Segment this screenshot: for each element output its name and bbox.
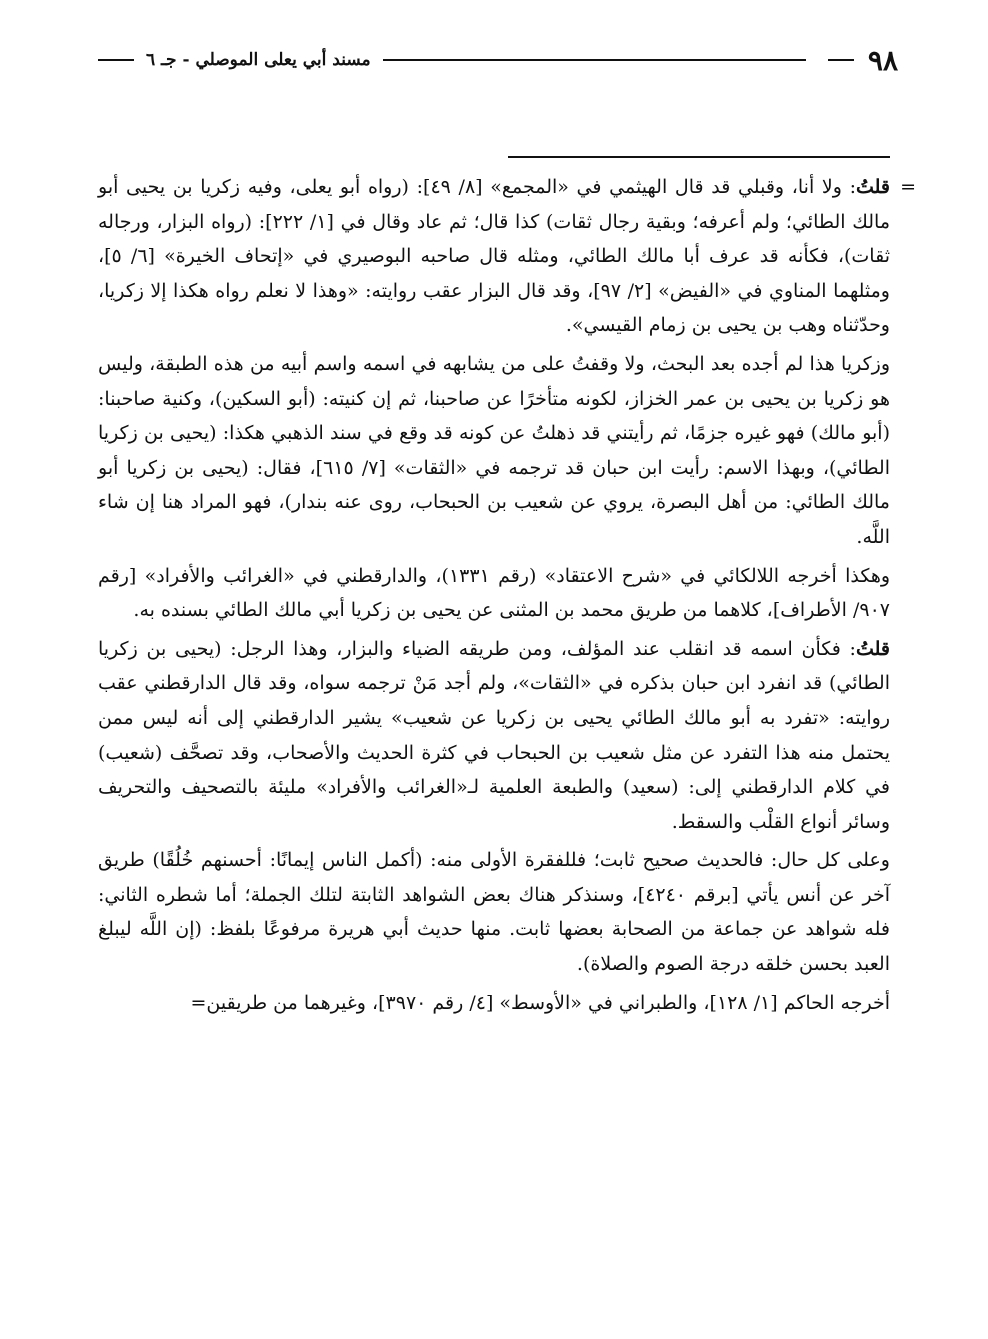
paragraph-text: : ولا أنا، وقبلي قد قال الهيثمي في «المجمع» [٨/ ٤٩]: (رواه أبو يعلى، وفيه زكريا بن يحيى أبو مالك الطائي؛ ولم أعرفه؛ وبقية رجال ثقات) كذا قال؛ ثم عاد وقال في [١/ ٢٢٢]: (رواه البزار، ورجاله ثقات)، فكأنه قد عرف أبا مالك الطائي، ومثله قال صاحبه البوصيري في «إتحاف الخيرة» [٦/ ٥]، ومثلهما المناوي في «الفيض» [٢/ ٩٧]، وقد قال البزار عقب روايته: «وهذا لا نعلم رواه هكذا إلا زكريا، وحدّثناه وهب بن يحيى بن زمام القيسي». <box>98 176 890 337</box>
paragraph-lead: قلتُ <box>855 176 891 198</box>
running-title: مسند أبي يعلى الموصلي - جـ ٦ <box>146 50 371 70</box>
page-number: ٩٨ <box>867 43 898 77</box>
footnote-paragraph-3 <box>98 559 890 628</box>
footnote-paragraph-5 <box>98 843 890 981</box>
footnote-separator <box>508 156 890 158</box>
paragraph-text: وزكريا هذا لم أجده بعد البحث، ولا وقفتُ على من يشابهه في اسمه واسم أبيه من هذه الطبقة، وليس هو زكريا بن يحيى بن عمر الخزاز، لكونه متأخرًا عن صاحبنا، ثم إن كنيته: (أبو السكين)، وكنية صاحبنا: (أبو مالك) فهو غيره جزمًا، ثم رأيتني قد ذهلتُ عن كونه قد وقع في سند الذهبي هكذا: (يحيى بن زكريا الطائي)، وبهذا الاسم: رأيت ابن حبان قد ترجمه في «الثقات» [٧/ ٦١٥]، فقال: (يحيى بن زكريا أبو مالك الطائي: من أهل البصرة، يروي عن شعيب بن الحبحاب، روى عنه بندار)، فهو المراد هنا إن شاء اللَّه. <box>98 352 891 548</box>
header-dash-end <box>98 59 134 61</box>
footnote-body <box>98 170 916 1024</box>
footnote-paragraph-1 <box>98 170 916 343</box>
paragraph-text: : فكأن اسمه قد انقلب عند المؤلف، ومن طريقه الضياء والبزار، وهذا الرجل: (يحيى بن زكريا الطائي) قد انفرد ابن حبان بذكره في «الثقات»، ولم أجد مَنْ ترجمه سواه، وقد قال الدارقطني عقب روايته: «تفرد به أبو مالك الطائي يحيى بن زكريا عن شعيب» يشير الدارقطني إلى أنه ليس ممن يحتمل منه هذا التفرد عن مثل شعيب بن الحبحاب في كثرة الحديث والأصحاب، وقد تصحَّف (شعيب) في كلام الدارقطني إلى: (سعيد) والطبعة العلمية لـ«الغرائب والأفراد» مليئة بالتصحيف والتحريف وسائر أنواع القلْب والسقط. <box>98 637 890 833</box>
header-dash <box>828 59 854 61</box>
footnote-paragraph-6 <box>98 986 890 1021</box>
paragraph-text: وعلى كل حال: فالحديث صحيح ثابت؛ فللفقرة الأولى منه: (أكمل الناس إيمانًا: أحسنهم خُلُقًا) طريق آخر عن أنس يأتي [برقم ٤٢٤٠]، وسنذكر هناك بعض الشواهد الثابتة لتلك الجملة؛ أما شطره الثاني: فله شواهد عن جماعة من الصحابة بعضها ثابت. منها حديث أبي هريرة مرفوعًا بلفظ: (إن اللَّه ليبلغ العبد بحسن خلقه درجة الصوم والصلاة). <box>98 849 890 976</box>
header-rule <box>383 59 806 61</box>
continuation-mark: = <box>900 176 916 198</box>
footnote-paragraph-2 <box>98 347 890 555</box>
paragraph-text: أخرجه الحاكم [١/ ١٢٨]، والطبراني في «الأوسط» [٤/ رقم ٣٩٧٠]، وغيرهما من طريقين= <box>190 991 890 1014</box>
paragraph-lead: قلتُ <box>855 637 890 660</box>
running-header <box>98 40 898 80</box>
footnote-paragraph-4 <box>98 632 890 840</box>
paragraph-text: وهكذا أخرجه اللالكائي في «شرح الاعتقاد» (رقم ١٣٣١)، والدارقطني في «الغرائب والأفراد» [رقم ٩٠٧/ الأطراف]، كلاهما من طريق محمد بن المثنى عن يحيى بن زكريا أبي مالك الطائي بسنده به. <box>98 564 891 622</box>
